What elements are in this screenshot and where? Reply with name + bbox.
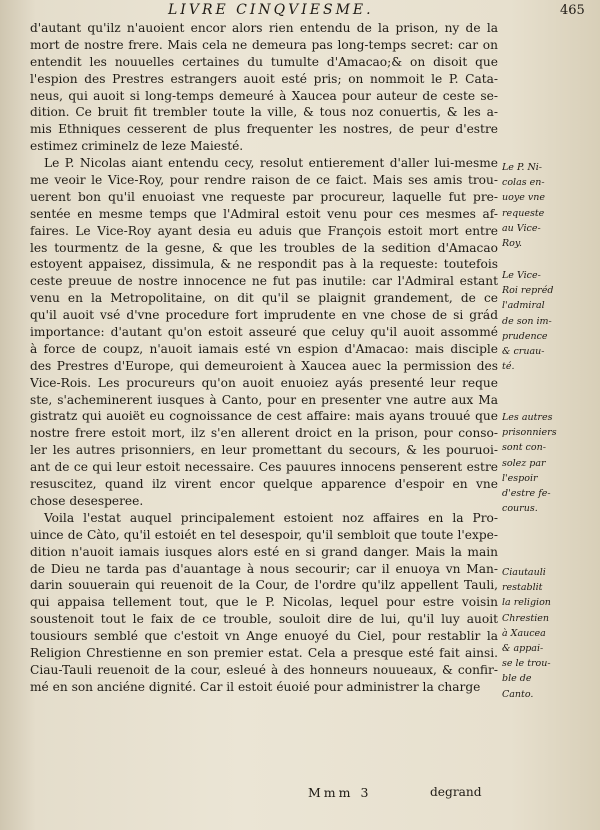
- margin-note-line: uoye vne: [502, 192, 545, 204]
- page-number: 465: [560, 3, 585, 18]
- text-line: ceste preuue de nostre innocence ne fut pas inutile: car l'Admiral estant: [30, 274, 498, 289]
- text-line: uerent bon qu'il enuoiast vne requeste par procureur, laquelle fut pre-: [30, 189, 498, 204]
- margin-note-line: l'espoir: [502, 472, 538, 484]
- margin-note-line: Roy.: [502, 238, 522, 250]
- text-line: soustenoit tout le faix de ce trouble, souloit dire de lui, qu'il luy auoit: [30, 612, 498, 627]
- page-header: [0, 2, 600, 22]
- text-line: d'autant qu'ilz n'auoient encor alors rien entendu de la prison, ny de la: [30, 21, 498, 35]
- catchword: degrand: [430, 785, 482, 799]
- text-line: darin souuerain qui reuenoit de la Cour, de l'ordre qu'ilz appellent Tauli,: [30, 578, 498, 593]
- text-line: mé en son anciéne dignité. Car il estoit éuoié pour administrer la charge: [30, 679, 481, 694]
- margin-note-line: & cruau-: [502, 346, 545, 358]
- text-line: Ciau-Tauli reuenoit de la cour, esleué à des honneurs nouueaux, & confir-: [30, 662, 498, 677]
- margin-note-line: Ciautauli: [502, 567, 546, 578]
- margin-note: [502, 410, 596, 516]
- text-line: me veoir le Vice-Roy, pour rendre raison de ce faict. Mais ses amis trou-: [30, 173, 498, 188]
- running-title: LIVRE CINQVIESME.: [168, 2, 374, 18]
- margin-note-line: ble de: [502, 673, 532, 685]
- margin-note-line: Le Vice-: [502, 270, 541, 281]
- text-line: tousiours semblé que c'estoit vn Ange enuoyé du Ciel, pour restablir la: [30, 629, 498, 644]
- margin-note-line: au Vice-: [502, 222, 541, 234]
- text-line: dition n'auoit iamais iusques alors esté en si grand danger. Mais la main: [30, 544, 498, 559]
- margin-note-line: à Xaucea: [502, 627, 546, 639]
- text-line: entendit les nouuelles certaines du tumulte d'Amacao;& on disoit que: [30, 54, 498, 69]
- signature-mark: Mmm 3: [308, 785, 372, 800]
- margin-note: [502, 268, 596, 374]
- text-line: Religion Chrestienne en son premier estat. Cela a presque esté fait ainsi.: [30, 645, 498, 660]
- text-line: Vice-Rois. Les procureurs qu'on auoit enuoiez ayás presenté leur reque: [30, 375, 498, 390]
- margin-note-line: Les autres: [502, 412, 553, 423]
- margin-note-line: Le P. Ni-: [502, 162, 543, 173]
- margin-note-line: la religion: [502, 597, 551, 609]
- text-line: dition. Ce bruit fit trembler toute la ville, & tous noz conuertis, & les a-: [30, 105, 498, 120]
- text-line: de Dieu ne tarda pas d'auantage à nous secourir; car il enuoya vn Man-: [30, 561, 498, 576]
- text-line: à force de coupz, n'auoit iamais esté vn espion d'Amacao: mais disciple: [30, 341, 498, 356]
- text-line: neus, qui auoit si long-temps demeuré à Xaucea pour auteur de ceste se-: [30, 88, 498, 103]
- margin-note-line: d'estre fe-: [502, 488, 551, 500]
- text-line: chose desesperee.: [30, 493, 144, 508]
- text-line: qui appaisa tellement tout, que le P. Nicolas, lequel pour estre voisin: [30, 595, 498, 610]
- text-line: uince de Càto, qu'il estoiét en tel desespoir, qu'il sembloit que toute l'expe-: [30, 527, 498, 542]
- margin-note-line: Canto.: [502, 688, 534, 700]
- text-line: venu en la Metropolitaine, on dit qu'il se plaignit grandement, de ce: [30, 291, 498, 306]
- margin-note-line: l'admiral: [502, 300, 545, 312]
- text-line: ste, s'acheminerent iusques à Canto, pour en presenter vne autre aux Ma: [30, 392, 498, 407]
- margin-note-line: restablit: [502, 582, 543, 594]
- text-line: estoyent appaisez, dissimula, & ne respondit pas à la requeste: toutefois: [30, 257, 498, 272]
- body-text: [30, 20, 498, 696]
- margin-note: [502, 565, 596, 702]
- margin-note-line: prisonniers: [502, 427, 557, 439]
- text-line: faires. Le Vice-Roy ayant desia eu aduis que François estoit mort entre: [30, 223, 498, 238]
- margin-note: [502, 160, 596, 251]
- margin-note-line: sont con-: [502, 442, 546, 454]
- margin-note-line: té.: [502, 361, 515, 373]
- text-line: ant de ce qui leur estoit necessaire. Ces pauures innocens penserent estre: [30, 460, 498, 475]
- text-line: Voila l'estat auquel principalement estoient noz affaires en la Pro-: [44, 510, 498, 525]
- text-line: sentée en mesme temps que l'Admiral estoit venu pour ces mesmes af-: [30, 206, 498, 221]
- text-line: qu'il auoit vsé d'vne procedure fort imprudente en vne chose de si grád: [30, 308, 498, 323]
- text-line: mis Ethniques cesserent de plus frequenter les nostres, de peur d'estre: [30, 122, 498, 137]
- text-line: Le P. Nicolas aiant entendu cecy, resolut entierement d'aller lui-mesme: [44, 156, 498, 171]
- text-line: des Prestres d'Europe, qui demeuroient à Xaucea auec la permission des: [30, 358, 498, 373]
- text-line: nostre frere estoit mort, ilz s'en allerent droict en la prison, pour conso-: [30, 426, 498, 441]
- margin-note-line: de son im-: [502, 315, 552, 327]
- margin-note-line: prudence: [502, 330, 548, 342]
- margin-note-line: solez par: [502, 457, 546, 469]
- text-line: gistratz qui auoiët eu cognoissance de cest affaire: mais ayans trouué que: [30, 409, 498, 424]
- margin-note-line: courus.: [502, 503, 538, 515]
- text-line: resuscitez, quand ilz virent encor quelque apparence d'espoir en vne: [30, 477, 498, 492]
- margin-note-line: Chrestien: [502, 612, 550, 624]
- text-line: ler les autres prisonniers, en leur promettant du secours, & les pouruoi-: [30, 443, 498, 458]
- margin-note-line: colas en-: [502, 177, 545, 189]
- text-line: les tourmentz de la gesne, & que les troubles de la sedition d'Amacao: [30, 240, 498, 255]
- text-line: mort de nostre frere. Mais cela ne demeura pas long-temps secret: car on: [30, 37, 498, 52]
- margin-note-line: Roi repréd: [502, 285, 554, 297]
- margin-note-line: & appai-: [502, 643, 544, 655]
- text-line: importance: d'autant qu'on estoit asseuré que celuy qu'il auoit assommé: [30, 325, 498, 340]
- margin-note-line: requeste: [502, 207, 545, 219]
- margin-note-line: se le trou-: [502, 658, 551, 670]
- text-line: estimez criminelz de leze Maiesté.: [30, 139, 244, 154]
- text-line: l'espion des Prestres estrangers auoit esté pris; on nommoit le P. Cata-: [30, 71, 498, 86]
